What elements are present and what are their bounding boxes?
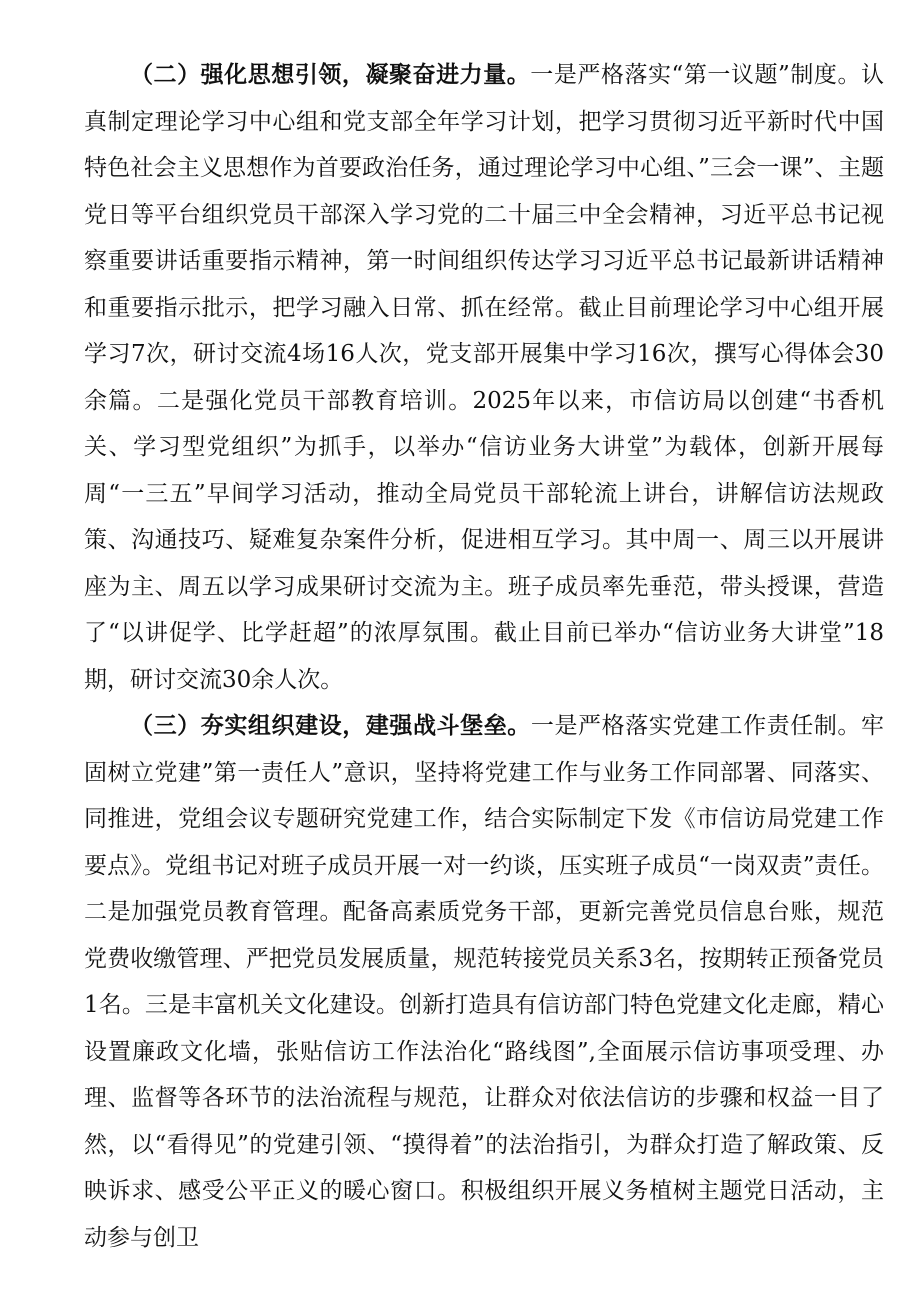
section-heading: （二）强化思想引领，凝聚奋进力量。 (130, 62, 531, 88)
section-heading: （三）夯实组织建设，建强战斗堡垒。 (130, 713, 531, 739)
paragraph-body: 一是严格落实党建工作责任制。牢固树立党建”第一责任人”意识，坚持将党建工作与业务工作同部署、同落实、同推进，党组会议专题研究党建工作，结合实际制定下发《市信访局党建工作要点》。党组书记对班子成员开展一对一约谈，压实班子成员“一岗双责”责任。二是加强党员教育管理。配备高素质党务干部，更新完善党员信息台账，规范党费收缴管理、严把党员发展质量，规范转接党员关系3名，按期转正预备党员1名。三是丰富机关文化建设。创新打造具有信访部门特色党建文化走廊，精心设置廉政文化墙，张贴信访工作法治化“路线图”,全面展示信访事项受理、办理、监督等各环节的法治流程与规范，让群众对依法信访的步骤和权益一目了然，以“看得见”的党建引领、“摸得着”的法治指引，为群众打造了解政策、反映诉求、感受公平正义的暖心窗口。积极组织开展义务植树主题党日活动，主动参与创卫 (84, 713, 885, 1251)
paragraph-thought-leadership (84, 52, 884, 703)
document-page (84, 52, 884, 1261)
paragraph-body: 一是严格落实“第一议题”制度。认真制定理论学习中心组和党支部全年学习计划，把学习贯彻习近平新时代中国特色社会主义思想作为首要政治任务，通过理论学习中心组、”三会一课”、主题党日等平台组织党员干部深入学习党的二十届三中全会精神，习近平总书记视察重要讲话重要指示精神，第一时间组织传达学习习近平总书记最新讲话精神和重要指示批示，把学习融入日常、抓在经常。截止目前理论学习中心组开展学习7次，研讨交流4场16人次，党支部开展集中学习16次，撰写心得体会30余篇。二是强化党员干部教育培训。2025年以来，市信访局以创建“书香机关、学习型党组织”为抓手，以举办“信访业务大讲堂”为载体，创新开展每周“一三五”早间学习活动，推动全局党员干部轮流上讲台，讲解信访法规政策、沟通技巧、疑难复杂案件分析，促进相互学习。其中周一、周三以开展讲座为主、周五以学习成果研讨交流为主。班子成员率先垂范，带头授课，营造了“以讲促学、比学赶超”的浓厚氛围。截止目前已举办“信访业务大讲堂”18期，研讨交流30余人次。 (84, 62, 884, 693)
paragraph-organization-building (84, 703, 884, 1261)
